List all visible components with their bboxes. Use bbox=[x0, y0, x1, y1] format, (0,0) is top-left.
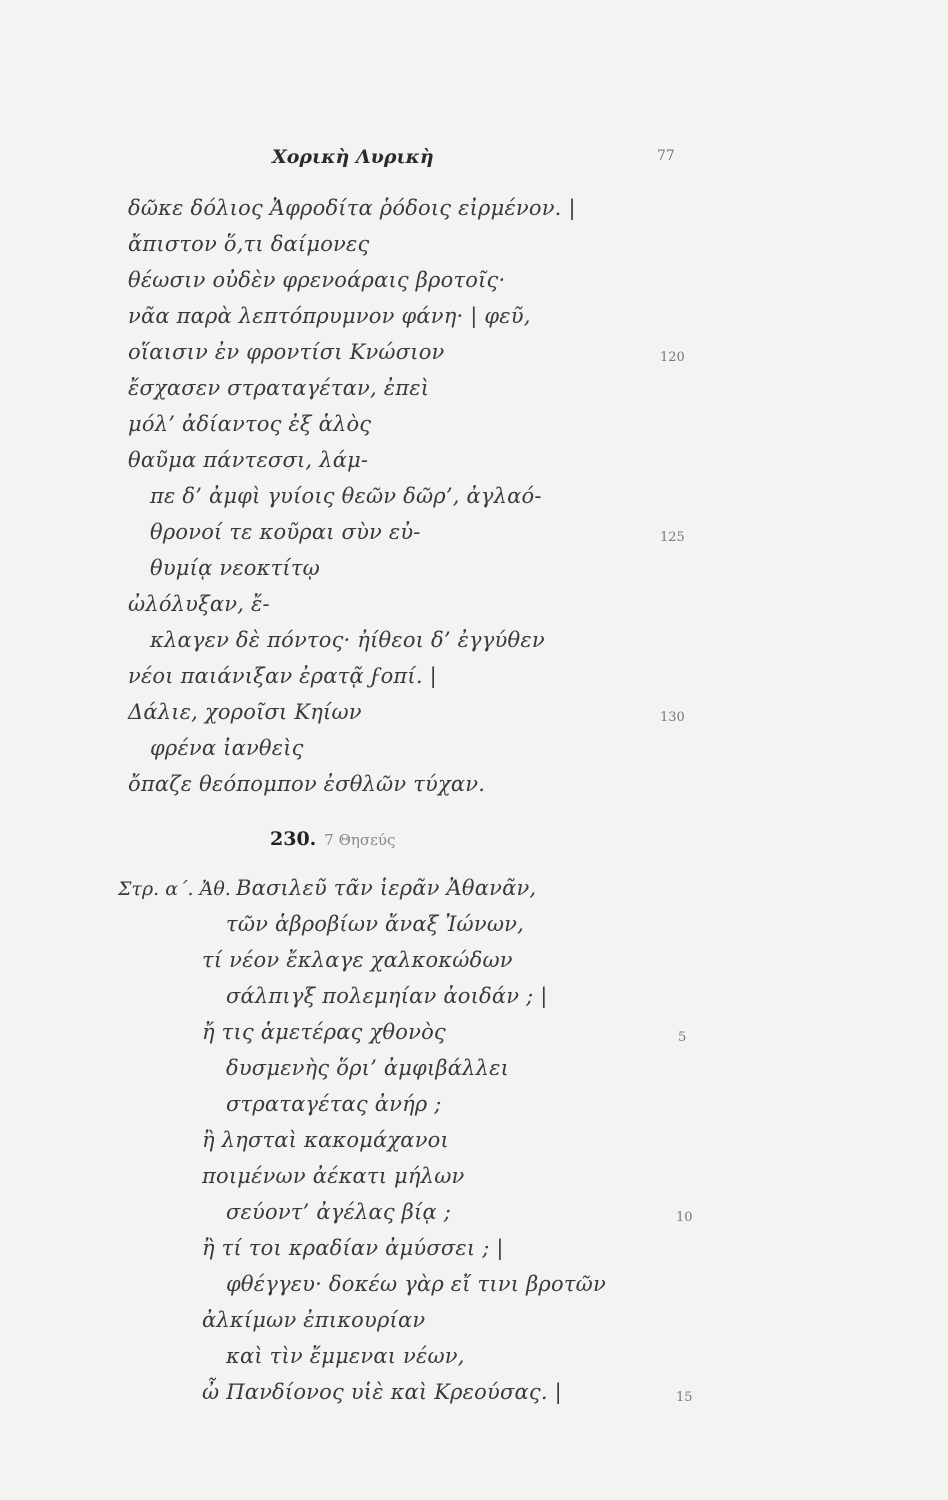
verse-line: σεύοντ’ ἀγέλας βίᾳ ; bbox=[226, 1200, 451, 1224]
verse-line: ὦ Πανδίονος υἱὲ καὶ Κρεούσας. | bbox=[202, 1380, 562, 1404]
verse-line: οἵαισιν ἐν φροντίσι Κνώσιον bbox=[128, 340, 445, 364]
line-number: 120 bbox=[660, 350, 685, 365]
verse-line: μόλ’ ἀδίαντος ἐξ ἁλὸς bbox=[128, 412, 372, 436]
verse-line: ἀλκίμων ἐπικουρίαν bbox=[202, 1308, 426, 1332]
poem-title: 7 Θησεύς bbox=[324, 831, 396, 849]
verse-line: θρονοί τε κοῦραι σὺν εὐ- bbox=[150, 520, 421, 544]
verse-line: καὶ τὶν ἔμμεναι νέων, bbox=[226, 1344, 465, 1368]
verse-line: θυμίᾳ νεοκτίτῳ bbox=[150, 556, 320, 580]
verse-line: ἔσχασεν στραταγέταν, ἐπεὶ bbox=[128, 376, 430, 400]
verse-line: φθέγγευ· δοκέω γὰρ εἴ τινι βροτῶν bbox=[226, 1272, 606, 1296]
verse-line: ἄπιστον ὅ,τι δαίμονες bbox=[128, 232, 370, 256]
strophe-speaker-label: Στρ. α΄. Ἀθ. bbox=[118, 878, 231, 900]
verse-line: νᾶα παρὰ λεπτόπρυμνον φάνη· | φεῦ, bbox=[128, 304, 531, 328]
line-number: 10 bbox=[676, 1210, 693, 1225]
line-number: 15 bbox=[676, 1390, 693, 1405]
verse-line: ποιμένων ἀέκατι μήλων bbox=[202, 1164, 465, 1188]
verse-line: δῶκε δόλιος Ἀφροδίτα ῥόδοις εἰρμένον. | bbox=[128, 196, 576, 220]
verse-line: δυσμενὴς ὅρι’ ἀμφιβάλλει bbox=[226, 1056, 510, 1080]
verse-line: τί νέον ἔκλαγε χαλκοκώδων bbox=[202, 948, 513, 972]
verse-line: ἤ τις ἁμετέρας χθονὸς bbox=[202, 1020, 446, 1044]
poem-heading bbox=[270, 828, 395, 850]
verse-line: θαῦμα πάντεσσι, λάμ- bbox=[128, 448, 369, 472]
verse-line: φρένα ἰανθεὶς bbox=[150, 736, 304, 760]
verse-line: θέωσιν οὐδὲν φρενοάραις βροτοῖς· bbox=[128, 268, 506, 292]
verse-line: ἢ τί τοι κραδίαν ἀμύσσει ; | bbox=[202, 1236, 504, 1260]
verse-line: κλαγεν δὲ πόντος· ἠίθεοι δ’ ἐγγύθεν bbox=[150, 628, 545, 652]
verse-line: ὠλόλυξαν, ἔ- bbox=[128, 592, 270, 616]
running-title: Χορικὴ Λυρικὴ bbox=[272, 146, 434, 168]
page-number: 77 bbox=[657, 148, 675, 164]
verse-line: νέοι παιάνιξαν ἐρατᾷ ϝοπί. | bbox=[128, 664, 437, 688]
verse-line: πε δ’ ἀμφὶ γυίοις θεῶν δῶρ’, ἀγλαό- bbox=[150, 484, 542, 508]
verse-line: Δάλιε, χοροῖσι Κηίων bbox=[128, 700, 362, 724]
line-number: 130 bbox=[660, 710, 685, 725]
verse-line: σάλπιγξ πολεμηίαν ἀοιδάν ; | bbox=[226, 984, 548, 1008]
line-number: 5 bbox=[678, 1030, 687, 1045]
verse-line: στραταγέτας ἀνήρ ; bbox=[226, 1092, 442, 1116]
verse-line: ἢ λησταὶ κακομάχανοι bbox=[202, 1128, 449, 1152]
line-number: 125 bbox=[660, 530, 685, 545]
verse-line: ὄπαζε θεόπομπον ἐσθλῶν τύχαν. bbox=[128, 772, 486, 796]
verse-line: Βασιλεῦ τᾶν ἱερᾶν Ἀθανᾶν, bbox=[236, 876, 537, 900]
verse-line: τῶν ἁβροβίων ἄναξ Ἰώνων, bbox=[226, 912, 525, 936]
poem-number: 230. bbox=[270, 828, 317, 850]
